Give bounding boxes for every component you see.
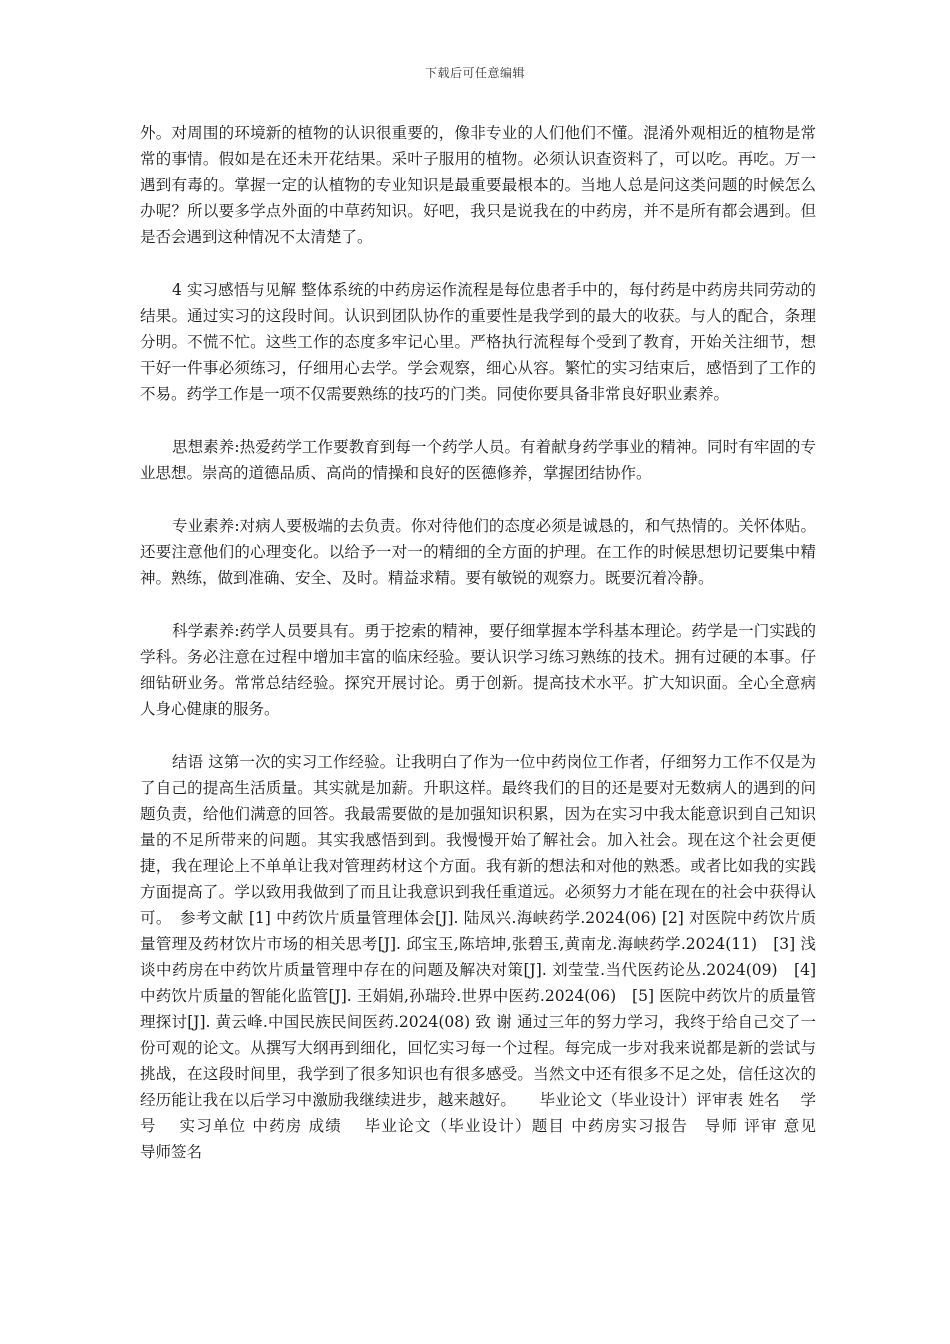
paragraph-gap bbox=[140, 722, 816, 749]
paragraph-gap bbox=[140, 591, 816, 618]
paragraph-scientific: 科学素养:药学人员要具有。勇于挖索的精神，要仔细掌握本学科基本理论。药学是一门实践的学科。务必注意在过程中增加丰富的临床经验。要认识学习练习熟练的技术。拥有过硬的本事。仔细钻研业务。常常总结经验。探究开展讨论。勇于创新。提高技术水平。扩大知识面。全心全意病人身心健康的服务。 bbox=[140, 622, 816, 718]
paragraph-professional: 专业素养:对病人要极端的去负责。你对待他们的态度必须是诚恳的，和气热情的。关怀体贴。还要注意他们的心理变化。以给予一对一的精细的全方面的护理。在工作的时候思想切记要集中精神。熟练，做到准确、安全、及时。精益求精。要有敏锐的观察力。既要沉着冷静。 bbox=[140, 517, 816, 587]
paragraph-insights: 4 实习感悟与见解 整体系统的中药房运作流程是每位患者手中的，每付药是中药房共同劳动的结果。通过实习的这段时间。认识到团队协作的重要性是我学到的最大的收获。与人的配合，条理分明。不慌不忙。这些工作的态度多牢记心里。严格执行流程每个受到了教育，开始关注细节，想干好一件事必须练习，仔细用心去学。学会观察，细心从容。繁忙的实习结束后，感悟到了工作的不易。药学工作是一项不仅需要熟练的技巧的门类。同使你要具备非常良好职业素养。 bbox=[140, 281, 816, 403]
paragraph-plants: 外。对周围的环境新的植物的认识很重要的，像非专业的人们他们不懂。混淆外观相近的植物是常常的事情。假如是在还未开花结果。采叶子服用的植物。必须认识查资料了，可以吃。再吃。万一遇到有毒的。掌握一定的认植物的专业知识是最重要最根本的。当地人总是问这类问题的时候怎么办呢？所以要多学点外面的中草药知识。好吧，我只是说我在的中药房，并不是所有都会遇到。但是否会遇到这种情况不太清楚了。 bbox=[140, 124, 816, 246]
paragraph-gap bbox=[140, 486, 816, 513]
paragraph-gap bbox=[140, 250, 816, 277]
paragraph-ideological: 思想素养:热爱药学工作要教育到每一个药学人员。有着献身药学事业的精神。同时有牢固的专业思想。崇高的道德品质、高尚的情操和良好的医德修养，掌握团结协作。 bbox=[140, 438, 816, 482]
paragraph-gap bbox=[140, 407, 816, 434]
paragraph-conclusion-references: 结语 这第一次的实习工作经验。让我明白了作为一位中药岗位工作者，仔细努力工作不仅是为了自己的提高生活质量。其实就是加薪。升职这样。最终我们的目的还是要对无数病人的遇到的问题负责，给他们满意的回答。我最需要做的是加强知识积累，因为在实习中我太能意识到自己知识量的不足所带来的问题。其实我感悟到到。我慢慢开始了解社会。加入社会。现在这个社会更便捷，我在理论上不单单让我对管理药材这个方面。我有新的想法和对他的熟悉。或者比如我的实践方面提高了。学以致用我做到了而且让我意识到我任重道远。必须努力才能在现在的社会中获得认可。 参考文献 [1] 中药饮片质量管理体会[J]. 陆凤兴.海峡药学.2024(06) [2] 对医院中药饮片质量管理及药材饮片市场的相关思考[J]. 邱宝玉,陈培坤,张碧玉,黄南龙.海峡药学.2024(11) [3] 浅谈中药房在中药饮片质量管理中存在的问题及解决对策[J]. 刘莹莹.当代医药论丛.2024(09) [4] 中药饮片质量的智能化监管[J]. 王娟娟,孙瑞玲.世界中医药.2024(06) [5] 医院中药饮片的质量管理探讨[J]. 黄云峰.中国民族民间医药.2024(08) 致 谢 通过三年的努力学习，我终于给自己交了一份可观的论文。从撰写大纲再到细化，回忆实习每一个过程。每完成一步对我来说都是新的尝试与挑战，在这段时间里，我学到了很多知识也有很多感受。当然文中还有很多不足之处，信任这次的经历能让我在以后学习中激励我继续进步，越来越好。 毕业论文（毕业设计）评审表 姓名 学号 实习单位 中药房 成绩 毕业论文（毕业设计）题目 中药房实习报告 导师 评审 意见 导师签名 bbox=[140, 753, 941, 1161]
document-body bbox=[140, 120, 941, 1165]
page-header: 下载后可任意编辑 bbox=[424, 66, 525, 80]
